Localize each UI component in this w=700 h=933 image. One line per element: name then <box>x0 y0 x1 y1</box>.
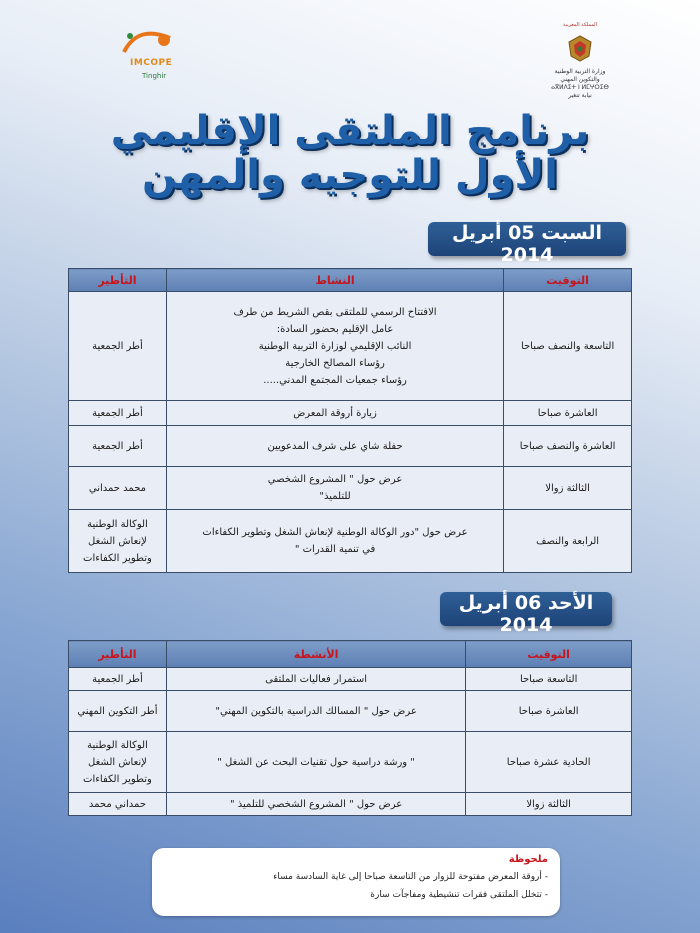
activity-line: رؤساء المصالح الخارجية <box>285 357 385 369</box>
activity-line: في تنمية القدرات " <box>294 544 376 555</box>
table-row <box>69 467 632 510</box>
activity-line: عرض حول " المشروع الشخصي <box>267 474 403 485</box>
emblem-line: ⴰⴳⵍⴷⵉⵜ ⵏ ⵍⵎⵖⵔⵉⴱ <box>551 84 609 91</box>
activity-cell <box>166 292 503 401</box>
day2-date-badge: الأحد 06 أبريل 2014 <box>440 592 612 626</box>
note-box <box>152 848 560 916</box>
activity-cell <box>166 510 503 573</box>
time-cell: التاسعة والنصف صباحا <box>504 292 632 401</box>
header-org: التأطير <box>69 641 167 668</box>
logo-brand-text: IMCOPE <box>130 58 173 68</box>
activity-cell: " ورشة دراسية حول تقنيات البحث عن الشغل " <box>166 732 465 793</box>
header-org: التأطير <box>69 269 167 292</box>
page-title-line1: برنامج الملتقى الإقليمي <box>110 108 590 154</box>
table-row <box>69 426 632 467</box>
header-activity: الأنشطة <box>166 641 465 668</box>
note-line: - أروقة المعرض مفتوحة للزوار من التاسعة صباحا إلى غاية السادسة مساء <box>273 872 548 882</box>
emblem-line: المملكة المغربية <box>563 22 597 28</box>
logo-swirl-icon <box>120 28 176 58</box>
table-row <box>69 292 632 401</box>
table-row <box>69 668 632 691</box>
header-time: التوقيت <box>504 269 632 292</box>
activity-line: النائب الإقليمي لوزارة التربية الوطنية <box>258 340 412 352</box>
table-row <box>69 691 632 732</box>
org-cell: حمداني محمد <box>69 793 167 816</box>
activity-line: للتلميذ" <box>319 491 351 502</box>
activity-line: عامل الإقليم بحضور السادة: <box>276 323 394 335</box>
table-row <box>69 732 632 793</box>
note-line: - تتخلل الملتقى فقرات تنشيطية ومفاجآت سارة <box>370 890 548 900</box>
activity-cell: استمرار فعاليات الملتقى <box>166 668 465 691</box>
org-cell: أطر الجمعية <box>69 401 167 426</box>
emblem-line: والتكوين المهني <box>560 76 600 83</box>
imcope-logo <box>100 28 180 88</box>
org-cell: أطر التكوين المهني <box>69 691 167 732</box>
time-cell: الحادية عشرة صباحا <box>466 732 632 793</box>
org-cell: الوكالة الوطنية لإنعاش الشغل وتطوير الكفاءات <box>69 510 167 573</box>
time-cell: الرابعة والنصف <box>504 510 632 573</box>
ministry-emblem <box>545 22 615 100</box>
activity-line: رؤساء جمعيات المجتمع المدني..... <box>263 374 407 386</box>
logo-sub-text: Tinghir <box>142 72 167 80</box>
header-activity: النشاط <box>166 269 503 292</box>
page-title-line2: الأول للتوجيه والمهن <box>142 152 558 198</box>
activity-cell: عرض حول " المسالك الدراسية بالتكوين المهني" <box>166 691 465 732</box>
day1-date-badge: السبت 05 أبريل 2014 <box>428 222 626 256</box>
note-title: ملحوظة <box>508 854 548 865</box>
activity-cell <box>166 426 503 467</box>
activity-cell <box>166 467 503 510</box>
time-cell: الثالثة زوالا <box>504 467 632 510</box>
header-time: التوقيت <box>466 641 632 668</box>
org-cell: أطر الجمعية <box>69 292 167 401</box>
time-cell: التاسعة صباحا <box>466 668 632 691</box>
table-row <box>69 401 632 426</box>
org-cell: أطر الجمعية <box>69 668 167 691</box>
org-cell: الوكالة الوطنية لإنعاش الشغل وتطوير الكفاءات <box>69 732 167 793</box>
table-header-row <box>69 641 632 668</box>
table-row <box>69 793 632 816</box>
time-cell: العاشرة صباحا <box>504 401 632 426</box>
day1-schedule-table <box>68 268 632 573</box>
activity-cell: عرض حول " المشروع الشخصي للتلميذ " <box>166 793 465 816</box>
crest-icon <box>565 34 595 62</box>
activity-line: زيارة أروقة المعرض <box>293 407 377 419</box>
table-header-row <box>69 269 632 292</box>
table-row <box>69 510 632 573</box>
day2-schedule-table <box>68 640 632 816</box>
emblem-line: نيابة تنغير <box>568 92 592 99</box>
emblem-line: وزارة التربية الوطنية <box>554 68 606 75</box>
time-cell: العاشرة والنصف صباحا <box>504 426 632 467</box>
activity-cell <box>166 401 503 426</box>
activity-line: عرض حول "دور الوكالة الوطنية لإنعاش الشغل وتطوير الكفاءات <box>202 527 468 538</box>
activity-line: الافتتاح الرسمي للملتقى بقص الشريط من طرف <box>233 306 437 318</box>
time-cell: الثالثة زوالا <box>466 793 632 816</box>
org-cell: أطر الجمعية <box>69 426 167 467</box>
activity-line: حفلة شاي على شرف المدعويين <box>267 440 403 452</box>
time-cell: العاشرة صباحا <box>466 691 632 732</box>
org-cell: محمد حمداني <box>69 467 167 510</box>
